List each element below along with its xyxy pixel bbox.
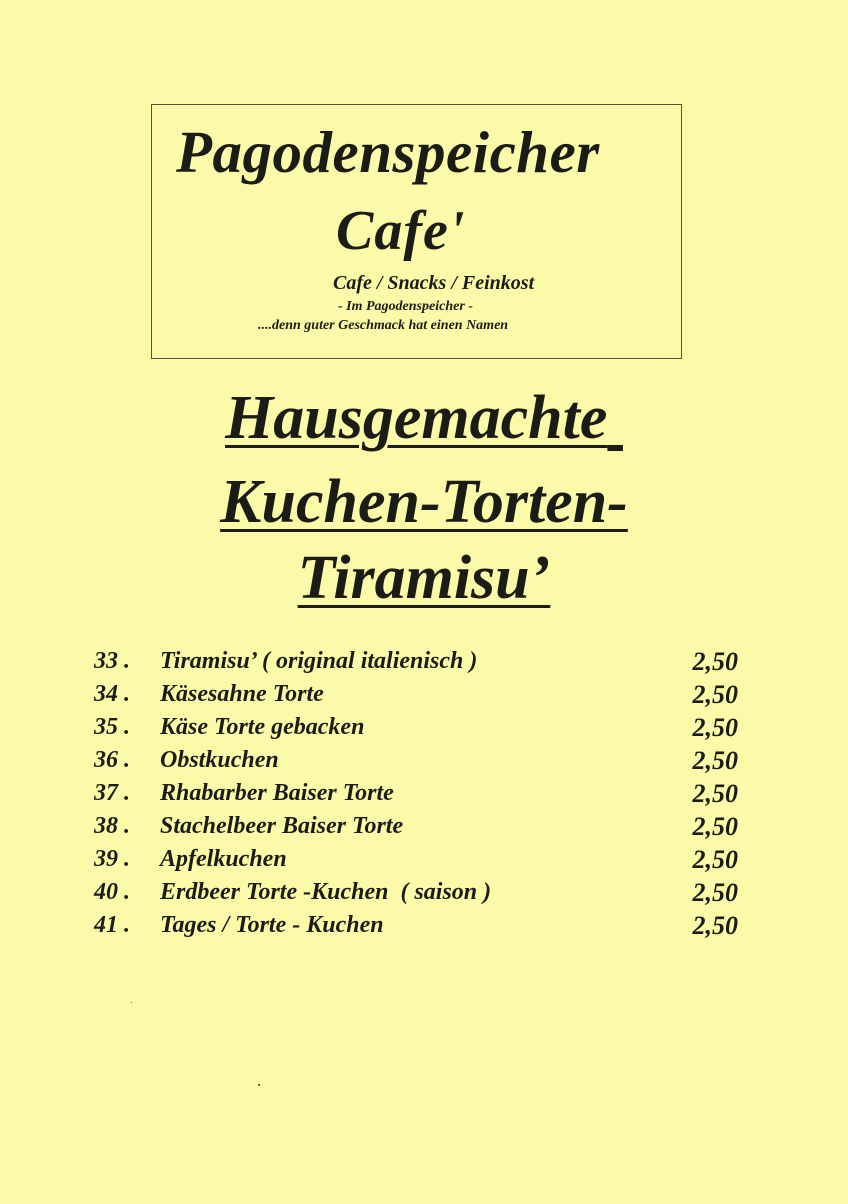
item-number: 40 . [94, 879, 130, 905]
item-price: 2,50 [692, 713, 738, 742]
cafe-location: - Im Pagodenspeicher - [338, 299, 473, 314]
item-number: 33 . [94, 648, 130, 674]
item-number: 34 . [94, 681, 130, 707]
item-name: Käse Torte gebacken [160, 714, 365, 740]
item-price: 2,50 [692, 680, 738, 709]
item-name: Stachelbeer Baiser Torte [160, 813, 404, 839]
item-number: 36 . [94, 747, 130, 773]
item-number: 35 . [94, 714, 130, 740]
item-price: 2,50 [692, 779, 738, 808]
item-name: Tages / Torte - Kuchen [160, 912, 384, 938]
cafe-name-line2: Cafe' [336, 200, 466, 262]
item-name: Obstkuchen [160, 747, 279, 773]
item-number: 37 . [94, 780, 130, 806]
item-name: Erdbeer Torte -Kuchen ( saison ) [160, 879, 492, 905]
item-number: 39 . [94, 846, 130, 872]
item-name: Tiramisu’ ( original italienisch ) [160, 648, 478, 674]
cafe-name-line1: Pagodenspeicher [176, 119, 600, 185]
cafe-slogan: ....denn guter Geschmack hat einen Namen [258, 318, 509, 333]
item-price: 2,50 [692, 878, 738, 907]
item-price: 2,50 [692, 911, 738, 940]
item-price: 2,50 [692, 647, 738, 676]
heading-line1: Hausgemachte [225, 384, 608, 452]
heading-line3: Tiramisu’ [297, 544, 551, 612]
paper-speck [131, 1002, 132, 1003]
item-name: Käsesahne Torte [160, 681, 324, 707]
item-number: 38 . [94, 813, 130, 839]
heading-line2: Kuchen-Torten- [220, 468, 628, 536]
paper-speck [258, 1084, 260, 1086]
cafe-subtitle: Cafe / Snacks / Feinkost [333, 272, 535, 294]
item-price: 2,50 [692, 812, 738, 841]
item-number: 41 . [94, 912, 130, 938]
item-price: 2,50 [692, 845, 738, 874]
item-price: 2,50 [692, 746, 738, 775]
item-name: Rhabarber Baiser Torte [160, 780, 394, 806]
item-name: Apfelkuchen [160, 846, 287, 872]
